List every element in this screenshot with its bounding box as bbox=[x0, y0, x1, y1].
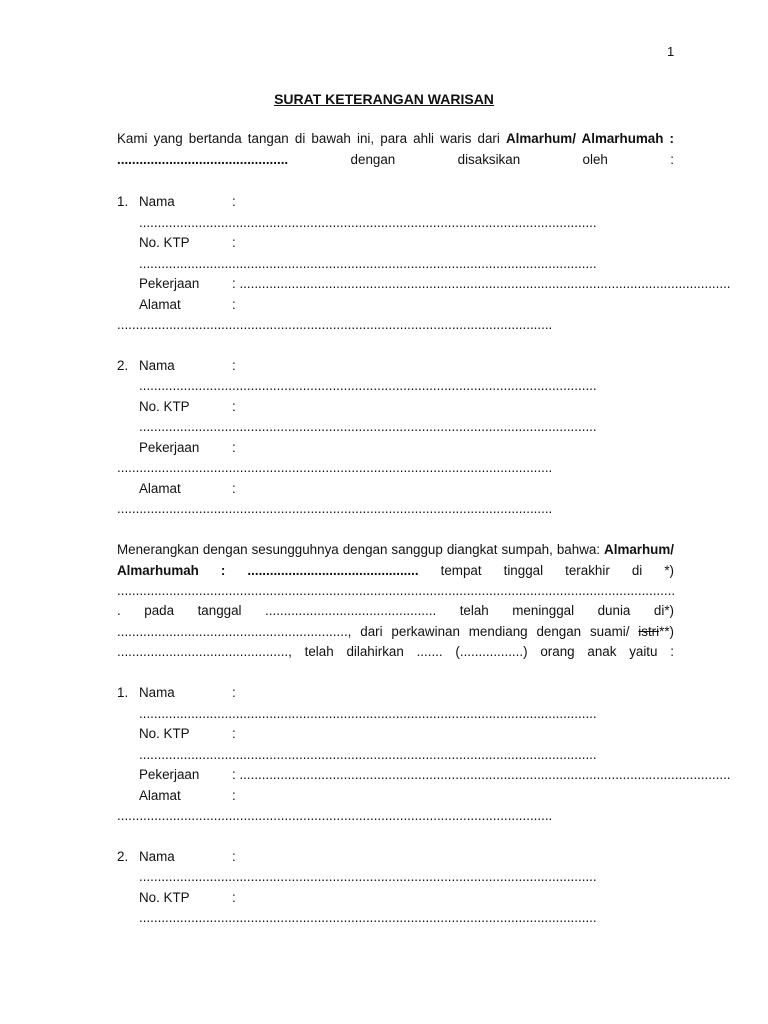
heir-2-ktp-label: No. KTP bbox=[139, 890, 190, 905]
witness-1-ktp-field[interactable]: ........................................................................................................................... bbox=[139, 256, 597, 271]
heir-2-ktp-row bbox=[0, 888, 768, 908]
heir-1-pekerjaan-field[interactable]: : .................................................................................................................................... bbox=[232, 767, 731, 782]
witness-1-pekerjaan-field[interactable]: : .................................................................................................................................... bbox=[232, 276, 731, 291]
witness-2-ktp-label: No. KTP bbox=[139, 399, 190, 414]
heir-1-pekerjaan-row bbox=[0, 765, 768, 785]
witness-2-ktp-field[interactable]: ........................................................................................................................... bbox=[139, 419, 597, 434]
intro-deceased-field: Almarhum/ Almarhumah : .............................................. bbox=[117, 131, 674, 167]
heir-2-nama-colon: : bbox=[232, 849, 236, 864]
heir-1-nama-colon: : bbox=[232, 685, 236, 700]
witness-1-number: 1. bbox=[117, 194, 129, 209]
page-number: 1 bbox=[667, 44, 675, 59]
witness-2-pekerjaan-colon: : bbox=[232, 440, 236, 455]
statement-children: **) .............................................., telah dilahirkan ....... (.................) orang anak yaitu : bbox=[117, 623, 674, 659]
heir-1-alamat-field[interactable]: ..................................................................................................................... bbox=[117, 808, 553, 823]
witness-1-nama-colon: : bbox=[232, 194, 236, 209]
witness-2-alamat-field[interactable]: ..................................................................................................................... bbox=[117, 501, 553, 516]
witness-1-pekerjaan-label: Pekerjaan bbox=[139, 276, 200, 291]
witness-2-number: 2. bbox=[117, 358, 129, 373]
witness-1-ktp-row bbox=[0, 233, 768, 253]
heir-1-number: 1. bbox=[117, 685, 129, 700]
heir-1-ktp-colon: : bbox=[232, 726, 236, 741]
intro-text: Kami yang bertanda tangan di bawah ini, para ahli waris dari bbox=[117, 131, 506, 146]
witness-1-alamat-row bbox=[0, 295, 768, 315]
statement-strike-istri: istri bbox=[638, 623, 660, 639]
statement-text: Menerangkan dengan sesungguhnya dengan sanggup diangkat sumpah, bahwa: bbox=[117, 542, 605, 557]
statement-paragraph bbox=[117, 540, 674, 602]
witness-2-nama-label: Nama bbox=[139, 358, 175, 373]
statement-deceased-field: Almarhum/ Almarhumah : .............................................. bbox=[117, 542, 674, 578]
heir-1-ktp-field[interactable]: ........................................................................................................................... bbox=[139, 747, 597, 762]
statement-paragraph-cont bbox=[117, 601, 674, 663]
witness-2-pekerjaan-row bbox=[0, 438, 768, 458]
witness-1-alamat-label: Alamat bbox=[139, 297, 181, 312]
witness-2-nama-colon: : bbox=[232, 358, 236, 373]
witness-2-nama-row bbox=[0, 356, 768, 376]
heir-1-alamat-colon: : bbox=[232, 788, 236, 803]
heir-1-alamat-row bbox=[0, 786, 768, 806]
witness-1-ktp-label: No. KTP bbox=[139, 235, 190, 250]
witness-1-alamat-colon: : bbox=[232, 297, 236, 312]
heir-2-ktp-field[interactable]: ........................................................................................................................... bbox=[139, 910, 597, 925]
statement-residence: tempat tinggal terakhir di *) ...................................................................................................................................................... bbox=[117, 562, 676, 598]
witness-1-alamat-field[interactable]: ..................................................................................................................... bbox=[117, 317, 553, 332]
statement-date-place: . pada tanggal .............................................. telah meninggal dunia di*) .............................................................., dari perkawinan mendiang dengan suami/ bbox=[117, 603, 674, 639]
heir-2-nama-row bbox=[0, 847, 768, 867]
witness-1-nama-field[interactable]: ........................................................................................................................... bbox=[139, 215, 597, 230]
witness-2-alamat-label: Alamat bbox=[139, 481, 181, 496]
witness-2-nama-field[interactable]: ........................................................................................................................... bbox=[139, 378, 597, 393]
witness-1-pekerjaan-row bbox=[0, 274, 768, 294]
witness-2-alamat-colon: : bbox=[232, 481, 236, 496]
heir-2-nama-label: Nama bbox=[139, 849, 175, 864]
heir-1-nama-row bbox=[0, 683, 768, 703]
heir-1-ktp-label: No. KTP bbox=[139, 726, 190, 741]
heir-1-alamat-label: Alamat bbox=[139, 788, 181, 803]
witness-1-ktp-colon: : bbox=[232, 235, 236, 250]
witness-1-nama-row bbox=[0, 192, 768, 212]
intro-text-end: dengan disaksikan oleh : bbox=[288, 151, 674, 167]
heir-2-number: 2. bbox=[117, 849, 129, 864]
witness-2-ktp-colon: : bbox=[232, 399, 236, 414]
witness-2-ktp-row bbox=[0, 397, 768, 417]
heir-1-nama-field[interactable]: ........................................................................................................................... bbox=[139, 706, 597, 721]
heir-2-ktp-colon: : bbox=[232, 890, 236, 905]
witness-2-alamat-row bbox=[0, 479, 768, 499]
witness-2-pekerjaan-field[interactable]: ..................................................................................................................... bbox=[117, 460, 553, 475]
document-title: SURAT KETERANGAN WARISAN bbox=[274, 91, 494, 107]
heir-1-nama-label: Nama bbox=[139, 685, 175, 700]
witness-1-nama-label: Nama bbox=[139, 194, 175, 209]
heir-2-nama-field[interactable]: ........................................................................................................................... bbox=[139, 869, 597, 884]
heir-1-ktp-row bbox=[0, 724, 768, 744]
intro-paragraph bbox=[117, 129, 674, 170]
heir-1-pekerjaan-label: Pekerjaan bbox=[139, 767, 200, 782]
witness-2-pekerjaan-label: Pekerjaan bbox=[139, 440, 200, 455]
